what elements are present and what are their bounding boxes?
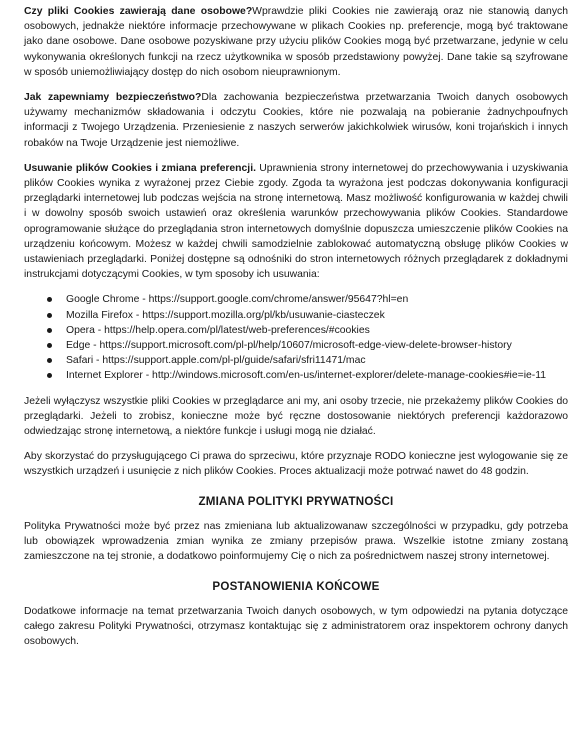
section-title-policy-change: ZMIANA POLITYKI PRYWATNOŚCI	[198, 494, 394, 508]
section-title-final-provisions: POSTANOWIENIA KOŃCOWE	[212, 579, 380, 593]
bullet-icon	[47, 373, 52, 378]
paragraph-security	[24, 90, 568, 151]
paragraph-cookie-removal	[24, 161, 568, 283]
link-opera[interactable]: Opera - https://help.opera.com/pl/latest/web-preferences/#cookies	[66, 324, 370, 336]
browser-links-list	[24, 292, 568, 383]
heading-cookie-removal: Usuwanie plików Cookies i zmiana preferencji.	[24, 162, 256, 174]
text-security: Dla zachowania bezpieczeństwa przetwarzania Twoich danych osobowych używamy mechanizmów składowania i odczytu Cookies, które nie pozwalają na pobieranie żadnychpoufnych informacji z Twojego Urządzenia. Przeniesienie z naszych serwerów jakichkolwiek wirusów, koni trojańskich i innych robaków na Twoje Urządzenie jest niemożliwe.	[24, 92, 568, 149]
heading-security: Jak zapewniamy bezpieczeństwo?	[24, 92, 202, 104]
paragraph-cookies-personal-data	[24, 4, 568, 80]
bullet-icon	[47, 313, 52, 318]
link-edge[interactable]: Edge - https://support.microsoft.com/pl-pl/help/10607/microsoft-edge-view-delete-browser-history	[66, 340, 512, 352]
bullet-icon	[47, 297, 52, 302]
heading-cookies-personal-data: Czy pliki Cookies zawierają dane osobowe?	[24, 6, 253, 17]
link-firefox[interactable]: Mozilla Firefox - https://support.mozilla.org/pl/kb/usuwanie-ciasteczek	[66, 309, 385, 321]
text-cookies-personal-data: Wprawdzie pliki Cookies nie zawierają oraz nie stanowią danych osobowych, jednakże niektóre informacje przechowywane w plikach Cookies np. preferencje, mogą być traktowane jako dane osobowe. Dane osobowe pozyskiwane przy użyciu plików Cookies mogą być przetwarzane, jedynie w celu wykonywania określonych funkcji na rzecz użytkownika w sposób przedstawiony powyżej. Dane takie są szyfrowane w sposób uniemożliwiający dostęp do nich osobom nieuprawnionym.	[24, 6, 568, 78]
list-item-safari[interactable]	[66, 353, 568, 368]
list-item-chrome[interactable]	[66, 292, 568, 307]
paragraph-objection-right: Aby skorzystać do przysługującego Ci prawa do sprzeciwu, które przyznaje RODO konieczne jest wylogowanie się ze wszystkich urządzeń i usunięcie z nich plików Cookies. Proces aktualizacji może potrwać nawet do 48 godzin.	[24, 451, 568, 478]
text-cookie-removal: Uprawnienia strony internetowej do przechowywania i uzyskiwania plików Cookies wynika z wyrażonej przez Ciebie zgody. Zgoda ta wyrażona jest podczas dokonywania konfiguracji przeglądarki internetowej lub podczas wejścia na stronę internetową. Masz możliwość konfigurowania w każdej chwili i w dowolny sposób swoich ustawień oraz określenia warunków przechowywania plików Cookies. Standardowe oprogramowanie służące do przeglądania stron internetowych domyślnie dopuszcza umieszczenie plików Cookies na urządzeniu końcowym. Możesz w każdej chwili samodzielnie zablokować automatyczną obsługę plików Cookies w ustawieniach przeglądarki. Poniżej dostępne są odnośniki do stron internetowych różnych przeglądarek z dokładnymi instrukcjami dotyczącymi Cookies, w tym sposoby ich usuwania:	[24, 162, 568, 281]
bullet-icon	[47, 328, 52, 333]
link-safari[interactable]: Safari - https://support.apple.com/pl-pl/guide/safari/sfri11471/mac	[66, 355, 366, 367]
paragraph-policy-change: Polityka Prywatności może być przez nas zmieniana lub aktualizowanaw szczególności w przypadku, gdy potrzeba lub obowiązek wprowadzenia zmian wynika ze zmiany przepisów prawa. Wszelkie istotne zmiany zostaną zamieszczone na tej stronie, a dodatkowo poinformujemy Cię o nich za pośrednictwem naszej strony internetowej.	[24, 520, 568, 563]
bullet-icon	[47, 343, 52, 348]
list-item-internet-explorer[interactable]	[66, 368, 568, 383]
list-item-firefox[interactable]	[66, 308, 568, 323]
link-chrome[interactable]: Google Chrome - https://support.google.com/chrome/answer/95647?hl=en	[66, 294, 409, 306]
bullet-icon	[47, 358, 52, 363]
list-item-edge[interactable]	[66, 338, 568, 353]
paragraph-disable-cookies: Jeżeli wyłączysz wszystkie pliki Cookies w przeglądarce ani my, ani osoby trzecie, nie przekażemy plików Cookies do przeglądarki. Jeżeli to zrobisz, konieczne może być ręczne dostosowanie niektórych preferencji każdorazowo odwiedzając stronę internetową, a niektóre funkcje i usługi mogą nie działać.	[24, 395, 568, 438]
link-internet-explorer[interactable]: Internet Explorer - http://windows.microsoft.com/en-us/internet-explorer/delete-manage-cookies#ie=ie-11	[66, 370, 547, 382]
list-item-opera[interactable]	[66, 323, 568, 338]
paragraph-final-provisions: Dodatkowe informacje na temat przetwarzania Twoich danych osobowych, w tym odpowiedzi na pytania dotyczące całego zakresu Polityki Prywatności, otrzymasz kontaktując się z administratorem oraz inspektorem ochrony danych osobowych.	[24, 605, 568, 648]
